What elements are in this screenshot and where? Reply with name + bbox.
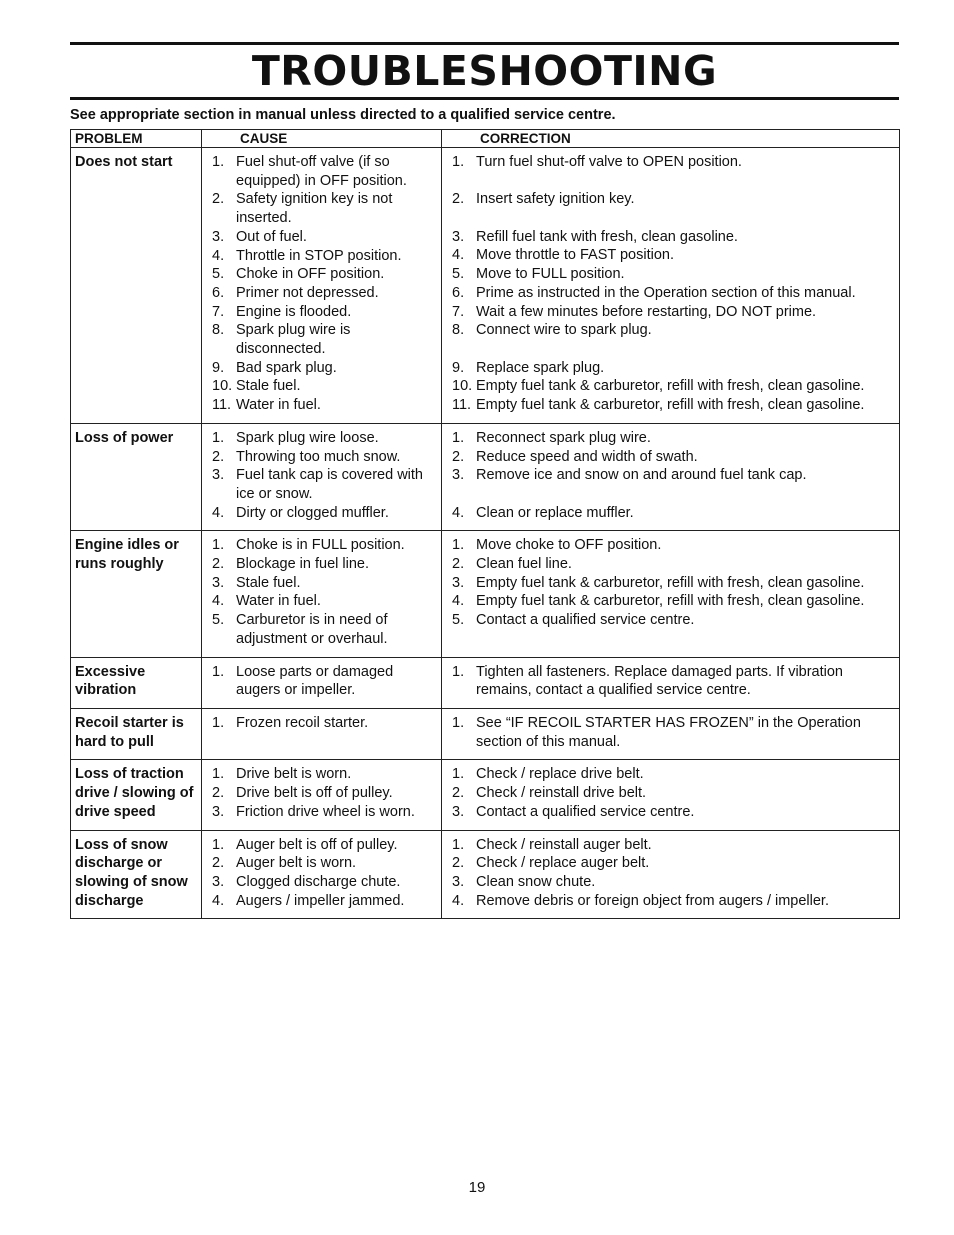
correction-cell <box>442 148 900 424</box>
correction-number: 2. <box>452 556 465 573</box>
correction-text: Check / reinstall auger belt. <box>476 836 652 853</box>
cause-item <box>206 190 437 227</box>
cause-text: Fuel tank cap is covered with ice or snow. <box>236 467 423 502</box>
correction-item <box>446 663 895 700</box>
cause-item <box>206 448 437 467</box>
cause-number: 11. <box>212 397 232 414</box>
cause-text: Carburetor is in need of adjustment or overhaul. <box>236 612 388 647</box>
correction-number: 7. <box>452 303 465 320</box>
correction-cell <box>442 830 900 919</box>
correction-item <box>446 153 895 172</box>
correction-text: Reconnect spark plug wire. <box>476 429 651 446</box>
correction-text: Clean snow chute. <box>476 873 596 890</box>
cause-item <box>206 574 437 593</box>
correction-cell <box>442 760 900 830</box>
correction-number: 2. <box>452 448 465 465</box>
correction-cell <box>442 708 900 759</box>
correction-item <box>446 359 895 378</box>
cause-item <box>206 714 437 733</box>
cause-item <box>206 663 437 700</box>
table-row <box>71 148 900 424</box>
correction-item <box>446 321 895 340</box>
correction-text: Refill fuel tank with fresh, clean gasoline. <box>476 228 738 245</box>
correction-text: Remove ice and snow on and around fuel tank cap. <box>476 467 807 484</box>
correction-text: Contact a qualified service centre. <box>476 803 695 820</box>
page-title: TROUBLESHOOTING <box>251 47 718 95</box>
line-spacer <box>446 209 895 228</box>
table-row <box>71 830 900 919</box>
cause-item <box>206 854 437 873</box>
cause-item <box>206 284 437 303</box>
cause-cell <box>202 657 442 708</box>
problem-cell: Loss of snow discharge or slowing of snow discharge <box>71 830 202 919</box>
correction-text: Remove debris or foreign object from augers / impeller. <box>476 892 829 909</box>
correction-number: 9. <box>452 359 465 376</box>
cause-text: Dirty or clogged muffler. <box>236 504 389 521</box>
cause-number: 1. <box>212 429 225 446</box>
cause-item <box>206 873 437 892</box>
correction-number: 8. <box>452 322 465 339</box>
correction-text: Reduce speed and width of swath. <box>476 448 698 465</box>
correction-cell <box>442 531 900 657</box>
table-row <box>71 708 900 759</box>
cause-text: Fuel shut-off valve (if so equipped) in OFF position. <box>236 154 407 189</box>
table-row <box>71 657 900 708</box>
correction-item <box>446 284 895 303</box>
line-spacer <box>446 340 895 359</box>
cause-cell <box>202 423 442 531</box>
cause-number: 2. <box>212 556 225 573</box>
correction-item <box>446 555 895 574</box>
correction-item <box>446 574 895 593</box>
correction-text: Move choke to OFF position. <box>476 537 662 554</box>
correction-text: Move throttle to FAST position. <box>476 247 674 264</box>
cause-text: Friction drive wheel is worn. <box>236 803 415 820</box>
correction-text: Connect wire to spark plug. <box>476 322 652 339</box>
problem-cell: Loss of traction drive / slowing of drive speed <box>71 760 202 830</box>
cause-number: 7. <box>212 303 225 320</box>
cause-text: Choke is in FULL position. <box>236 537 405 554</box>
correction-item <box>446 448 895 467</box>
table-body <box>71 148 900 919</box>
cause-item <box>206 303 437 322</box>
title-underline <box>70 97 899 100</box>
problem-cell: Recoil starter is hard to pull <box>71 708 202 759</box>
cause-text: Water in fuel. <box>236 397 321 414</box>
table-header-row <box>71 130 900 148</box>
cause-item <box>206 466 437 503</box>
cause-item <box>206 892 437 911</box>
cause-number: 9. <box>212 359 225 376</box>
correction-number: 6. <box>452 284 465 301</box>
cause-cell <box>202 148 442 424</box>
cause-item <box>206 803 437 822</box>
correction-item <box>446 466 895 485</box>
correction-item <box>446 190 895 209</box>
cause-text: Auger belt is worn. <box>236 855 357 872</box>
correction-number: 1. <box>452 836 465 853</box>
cause-cell <box>202 531 442 657</box>
service-note: See appropriate section in manual unless directed to a qualified service centre. <box>70 107 616 123</box>
cause-number: 3. <box>212 873 225 890</box>
correction-item <box>446 536 895 555</box>
correction-number: 3. <box>452 228 465 245</box>
cause-number: 4. <box>212 892 225 909</box>
cause-text: Primer not depressed. <box>236 284 379 301</box>
correction-number: 5. <box>452 266 465 283</box>
cause-text: Safety ignition key is not inserted. <box>236 191 393 227</box>
problem-cell: Loss of power <box>71 423 202 531</box>
cause-text: Augers / impeller jammed. <box>236 892 405 909</box>
cause-number: 2. <box>212 191 225 208</box>
correction-item <box>446 892 895 911</box>
correction-item <box>446 246 895 265</box>
correction-number: 5. <box>452 612 465 629</box>
correction-number: 1. <box>452 537 465 554</box>
cause-number: 4. <box>212 593 225 610</box>
correction-number: 4. <box>452 892 465 909</box>
cause-text: Clogged discharge chute. <box>236 873 401 890</box>
correction-cell <box>442 423 900 531</box>
correction-cell <box>442 657 900 708</box>
cause-item <box>206 228 437 247</box>
cause-text: Loose parts or damaged augers or impeller. <box>236 663 394 699</box>
cause-number: 10. <box>212 378 233 395</box>
cause-item <box>206 765 437 784</box>
correction-item <box>446 854 895 873</box>
cause-item <box>206 592 437 611</box>
correction-item <box>446 377 895 396</box>
correction-text: Empty fuel tank & carburetor, refill with fresh, clean gasoline. <box>476 378 865 395</box>
cause-text: Choke in OFF position. <box>236 266 385 283</box>
cause-number: 5. <box>212 266 225 283</box>
cause-number: 1. <box>212 537 225 554</box>
correction-number: 4. <box>452 504 465 521</box>
line-spacer <box>446 485 895 504</box>
cause-cell <box>202 830 442 919</box>
line-spacer <box>446 172 895 191</box>
cause-number: 2. <box>212 855 225 872</box>
correction-text: Prime as instructed in the Operation section of this manual. <box>476 284 856 301</box>
cause-text: Frozen recoil starter. <box>236 714 369 731</box>
cause-item <box>206 321 437 358</box>
correction-item <box>446 396 895 415</box>
cause-cell <box>202 760 442 830</box>
correction-text: Check / replace drive belt. <box>476 766 644 783</box>
cause-text: Auger belt is off of pulley. <box>236 836 398 853</box>
correction-item <box>446 429 895 448</box>
cause-text: Drive belt is worn. <box>236 766 352 783</box>
correction-number: 3. <box>452 574 465 591</box>
cause-text: Throttle in STOP position. <box>236 247 402 264</box>
correction-text: Move to FULL position. <box>476 266 625 283</box>
cause-number: 2. <box>212 448 225 465</box>
cause-number: 3. <box>212 467 225 484</box>
correction-item <box>446 504 895 523</box>
cause-text: Drive belt is off of pulley. <box>236 785 393 802</box>
cause-number: 1. <box>212 836 225 853</box>
header-cause: CAUSE <box>202 130 442 148</box>
cause-item <box>206 836 437 855</box>
cause-number: 1. <box>212 714 225 731</box>
cause-number: 4. <box>212 247 225 264</box>
correction-number: 11. <box>452 397 472 414</box>
cause-number: 2. <box>212 785 225 802</box>
correction-text: Check / reinstall drive belt. <box>476 785 647 802</box>
page-number: 19 <box>468 1179 486 1196</box>
cause-text: Bad spark plug. <box>236 359 337 376</box>
correction-item <box>446 303 895 322</box>
cause-item <box>206 396 437 415</box>
correction-number: 1. <box>452 663 465 680</box>
correction-item <box>446 873 895 892</box>
cause-number: 4. <box>212 504 225 521</box>
correction-item <box>446 765 895 784</box>
correction-item <box>446 836 895 855</box>
correction-text: Replace spark plug. <box>476 359 605 376</box>
correction-text: Wait a few minutes before restarting, DO NOT prime. <box>476 303 817 320</box>
correction-number: 2. <box>452 855 465 872</box>
cause-item <box>206 504 437 523</box>
correction-number: 3. <box>452 803 465 820</box>
cause-number: 5. <box>212 612 225 629</box>
cause-number: 8. <box>212 322 225 339</box>
cause-number: 6. <box>212 284 225 301</box>
table-row <box>71 423 900 531</box>
cause-number: 1. <box>212 663 225 680</box>
cause-number: 3. <box>212 574 225 591</box>
cause-text: Stale fuel. <box>236 574 301 591</box>
correction-number: 1. <box>452 766 465 783</box>
correction-item <box>446 803 895 822</box>
cause-item <box>206 265 437 284</box>
cause-cell <box>202 708 442 759</box>
correction-number: 3. <box>452 873 465 890</box>
cause-number: 1. <box>212 766 225 783</box>
problem-cell: Engine idles or runs roughly <box>71 531 202 657</box>
table-row <box>71 760 900 830</box>
correction-text: Empty fuel tank & carburetor, refill with fresh, clean gasoline. <box>476 397 865 414</box>
correction-text: Check / replace auger belt. <box>476 855 650 872</box>
correction-text: Insert safety ignition key. <box>476 191 635 208</box>
correction-item <box>446 611 895 630</box>
header-problem: PROBLEM <box>71 130 202 148</box>
cause-item <box>206 377 437 396</box>
correction-item <box>446 592 895 611</box>
correction-text: See “IF RECOIL STARTER HAS FROZEN” in the Operation section of this manual. <box>476 714 861 750</box>
cause-number: 3. <box>212 803 225 820</box>
cause-item <box>206 555 437 574</box>
correction-text: Turn fuel shut-off valve to OPEN position. <box>476 154 742 170</box>
cause-item <box>206 359 437 378</box>
cause-item <box>206 536 437 555</box>
correction-item <box>446 228 895 247</box>
correction-number: 4. <box>452 247 465 264</box>
correction-number: 2. <box>452 785 465 802</box>
correction-number: 1. <box>452 154 465 170</box>
cause-text: Spark plug wire is disconnected. <box>236 322 351 358</box>
correction-item <box>446 714 895 751</box>
correction-text: Empty fuel tank & carburetor, refill with fresh, clean gasoline. <box>476 574 865 591</box>
cause-number: 1. <box>212 154 225 170</box>
correction-number: 2. <box>452 191 465 208</box>
cause-item <box>206 429 437 448</box>
table-row <box>71 531 900 657</box>
correction-number: 4. <box>452 593 465 610</box>
cause-text: Spark plug wire loose. <box>236 429 379 446</box>
correction-text: Contact a qualified service centre. <box>476 612 695 629</box>
correction-text: Empty fuel tank & carburetor, refill with fresh, clean gasoline. <box>476 593 865 610</box>
cause-item <box>206 247 437 266</box>
problem-cell: Excessive vibration <box>71 657 202 708</box>
troubleshooting-table <box>70 129 900 919</box>
correction-text: Tighten all fasteners. Replace damaged parts. If vibration remains, contact a qualified service centre. <box>476 663 843 699</box>
header-correction: CORRECTION <box>442 130 900 148</box>
cause-text: Engine is flooded. <box>236 303 352 320</box>
cause-text: Stale fuel. <box>236 378 301 395</box>
cause-text: Out of fuel. <box>236 228 307 245</box>
cause-number: 3. <box>212 228 225 245</box>
correction-number: 10. <box>452 378 473 395</box>
cause-text: Throwing too much snow. <box>236 448 401 465</box>
cause-text: Blockage in fuel line. <box>236 556 369 573</box>
correction-number: 3. <box>452 467 465 484</box>
correction-number: 1. <box>452 429 465 446</box>
correction-text: Clean fuel line. <box>476 556 572 573</box>
correction-number: 1. <box>452 714 465 731</box>
cause-text: Water in fuel. <box>236 593 321 610</box>
cause-item <box>206 153 437 190</box>
cause-item <box>206 611 437 648</box>
correction-text: Clean or replace muffler. <box>476 504 634 521</box>
troubleshooting-page <box>70 42 899 919</box>
problem-cell: Does not start <box>71 148 202 424</box>
cause-item <box>206 784 437 803</box>
correction-item <box>446 784 895 803</box>
correction-item <box>446 265 895 284</box>
